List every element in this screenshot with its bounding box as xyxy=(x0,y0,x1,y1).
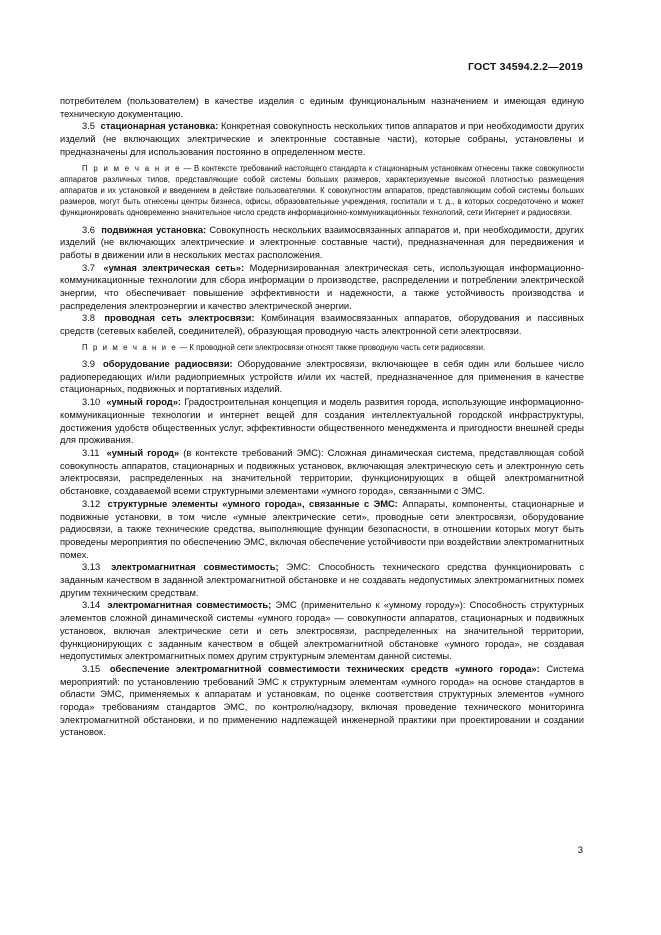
standard-header: ГОСТ 34594.2.2—2019 xyxy=(467,61,583,73)
term-number: 3.13 xyxy=(82,562,101,573)
term-number: 3.15 xyxy=(82,663,101,674)
term-number: 3.14 xyxy=(82,600,101,611)
term-number: 3.5 xyxy=(82,121,95,132)
note-3-8 xyxy=(60,342,584,353)
term-definition: ЭМС (применительно к «умному городу»): Способность структурных элементов сложной динамической системы «умного города» — совокупности аппаратов, стационарных и подвижных установок, включая электрические сети и сеть электросвязи, распределенных на значительной территории, функционирующих с заданным качеством в общей электромагнитной обстановке «умного города», не создавая недопустимых электромагнитных помех другим структурным элементам данной системы. xyxy=(60,600,584,662)
term-3-15 xyxy=(60,663,584,739)
term-title: обеспечение электромагнитной совместимости технических средств «умного города»: xyxy=(109,663,540,674)
term-number: 3.8 xyxy=(82,313,95,324)
term-title: электромагнитная совместимость; xyxy=(111,562,279,573)
continuation-paragraph: потребителем (пользователем) в качестве изделия с единым функциональным назначением и имеющая единую техническую документацию. xyxy=(60,96,584,119)
term-title: стационарная установка: xyxy=(100,121,219,132)
term-3-13 xyxy=(60,561,584,599)
term-title: «умная электрическая сеть»: xyxy=(103,262,245,273)
term-definition: Комбинация взаимосвязанных аппаратов, оборудования и пассивных средств (сетевых кабелей, соединителей), образующая проводную часть электронной сети электросвязи. xyxy=(60,313,584,337)
page-number: 3 xyxy=(577,845,583,856)
term-definition: Система мероприятий: по установлению требований ЭМС к структурным элементам «умного города» на основе стандартов в области ЭМС, применяемых к аппаратам и установкам, по оценке соответствия структурных элементов «умного города» требованиям стандартов ЭМС, по контролю/надзору, включая проведение технического мониторинга электромагнитной обстановки, и по применению надлежащей инженерной практики при проектировании и создании установок. xyxy=(60,663,584,738)
term-title: «умный город»: xyxy=(106,397,182,408)
term-definition: (в контексте требований ЭМС): Сложная динамическая система, представляющая собой совокупность аппаратов, стационарных и подвижных установок, включающая электрическую сеть и электронную сеть электросвязи, распределенных на значительной территории, функционирующих в общей электромагнитной обстановке, создаваемой всеми структурными элементами «умного города», связанными с ЭМС. xyxy=(60,447,584,497)
term-title: подвижная установка: xyxy=(101,224,207,235)
term-title: электромагнитная совместимость; xyxy=(107,600,272,611)
term-title: «умный город» xyxy=(106,447,180,458)
term-definition: Аппараты, компоненты, стационарные и подвижные установки, в том числе «умные электрические сети», проводные сети электросвязи, оборудование радиосвязи, а также технические средства, выполняющие функции безопасности, в отношении которых могут быть проведены мероприятия по обеспечению ЭМС, включая обеспечение устойчивости при воздействии электромагнитных помех. xyxy=(60,498,584,560)
term-3-8 xyxy=(60,312,584,337)
term-number: 3.12 xyxy=(82,498,101,509)
term-3-7 xyxy=(60,262,584,313)
term-definition: Оборудование электросвязи, включающее в себя один или большее число радиопередающих и/или радиоприемных устройств и/или их частей, предназначенное для применения в качестве стационарных, подвижных и портативных изделий. xyxy=(60,359,584,395)
term-number: 3.7 xyxy=(82,262,95,273)
term-definition: Конкретная совокупность нескольких типов аппаратов и при необходимости других изделий (не включающих электрические и электронные составные части), которые собраны, установлены и предназначены для использования постоянно в определенном месте. xyxy=(60,121,585,157)
note-label: П р и м е ч а н и е xyxy=(82,163,182,173)
term-3-5 xyxy=(60,120,584,158)
term-number: 3.9 xyxy=(82,359,95,370)
term-definition: Градостроительная концепция и модель развития города, использующие информационно-коммуникационные технологии и интернет вещей для создания интеллектуальной городской инфраструктуры, достижения удобств общественных услуг, эффективности общественного менеджмента и пригодности внешней среды для проживания. xyxy=(60,397,584,446)
term-title: оборудование радиосвязи: xyxy=(102,359,233,370)
document-body xyxy=(60,95,584,739)
term-title: структурные элементы «умного города», связанные с ЭМС: xyxy=(107,498,398,509)
term-3-11 xyxy=(60,447,584,498)
note-text: — К проводной сети электросвязи относят также проводную часть сети радиосвязи. xyxy=(179,342,486,352)
term-number: 3.10 xyxy=(82,397,101,408)
term-definition: Совокупность нескольких взаимосвязанных аппаратов и, при необходимости, других изделий (не включающих электрические и электронные составные части), предназначенная для передвижения и работы в движении или в нескольких местах расположения. xyxy=(60,224,584,260)
term-3-14 xyxy=(60,599,584,663)
term-3-10 xyxy=(60,396,584,447)
term-3-9 xyxy=(60,358,584,396)
term-definition: Модернизированная электрическая сеть, использующая информационно-коммуникационные технологии для сбора информации о производстве, распределении и потреблении электрической энергии, что обеспечивает повышение эффективности и надежности, а также устойчивость производства и распределения электроэнергии и качество электрической энергии. xyxy=(60,262,584,311)
note-text: — В контексте требований настоящего стандарта к стационарным установкам отнесены также совокупности аппаратов различных типов, представляющие собой системы больших размеров, характеризуемые высокой плотностью размещения аппаратов и их установкой и введением в действие пользователями. К совокупностям аппаратов, представляющим собой системы больших размеров, могут быть отнесены центры бизнеса, офисы, образовательные учреждения, госпитали и т. д., в которых сосредоточено и может функционировать одновременно значительное число средств информационно-коммуникационных технологий, сети Интернет и радиосвязи. xyxy=(60,163,585,218)
term-3-6 xyxy=(60,224,584,262)
term-title: проводная сеть электросвязи: xyxy=(104,313,255,324)
term-number: 3.11 xyxy=(82,447,100,458)
term-definition: ЭМС: Способность технического средства функционировать с заданным качеством в заданной электромагнитной обстановке и не создавать недопустимых электромагнитных помех другим техническим средствам. xyxy=(60,562,584,598)
term-3-12 xyxy=(60,498,584,562)
note-label: П р и м е ч а н и е xyxy=(82,342,178,352)
note-3-5 xyxy=(60,163,584,219)
term-number: 3.6 xyxy=(82,224,95,235)
